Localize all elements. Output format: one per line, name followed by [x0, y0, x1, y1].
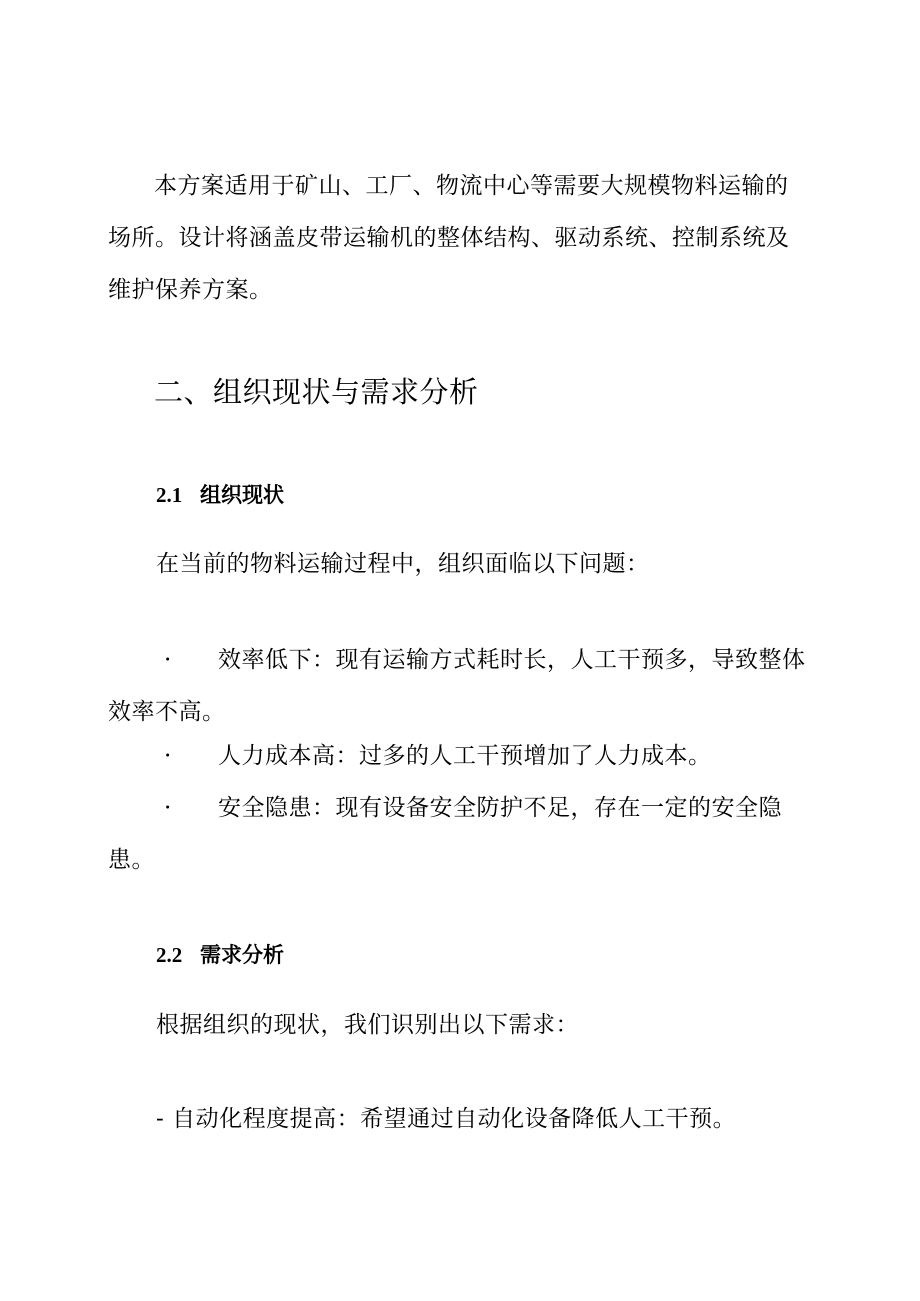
list-item: [108, 782, 808, 886]
subsection-lead: 在当前的物料运输过程中，组织面临以下问题：: [156, 551, 650, 577]
subsection-number: 2.1: [156, 483, 183, 507]
list-item-text: 效率低下：现有运输方式耗时长，人工干预多，导致整体效率不高。: [108, 647, 806, 725]
subsection-heading-2-2: [156, 939, 284, 971]
bullet-icon: ·: [164, 743, 172, 769]
intro-paragraph: 本方案适用于矿山、工厂、物流中心等需要大规模物料运输的场所。设计将涵盖皮带运输机的整体结构、驱动系统、控制系统及维护保养方案。: [108, 173, 790, 303]
subsection-number: 2.2: [156, 943, 183, 967]
list-item: [108, 634, 808, 738]
list-item: [108, 730, 808, 782]
list-item: - 自动化程度提高：希望通过自动化设备降低人工干预。: [156, 1106, 737, 1132]
list-item-text: 安全隐患：现有设备安全防护不足，存在一定的安全隐患。: [108, 795, 782, 873]
subsection-title: 需求分析: [200, 943, 284, 967]
subsection-lead: 根据组织的现状，我们识别出以下需求：: [156, 1012, 579, 1038]
bullet-icon: ·: [164, 795, 172, 821]
section-heading: 二、组织现状与需求分析: [154, 375, 479, 409]
list-item-text: 人力成本高：过多的人工干预增加了人力成本。: [218, 743, 712, 769]
subsection-title: 组织现状: [200, 483, 284, 507]
subsection-heading-2-1: [156, 479, 284, 511]
bullet-icon: ·: [164, 647, 172, 673]
